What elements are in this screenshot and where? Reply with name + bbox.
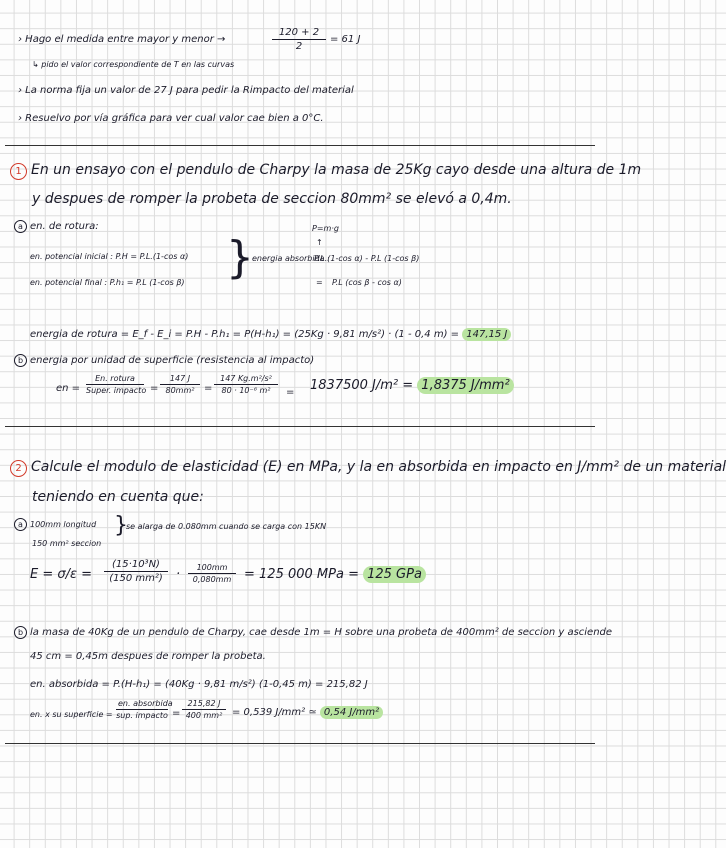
- arrow-up: ↑: [316, 238, 323, 247]
- weight-formula: P=m·g: [312, 224, 339, 233]
- rupture-energy-eq: energia de rotura = E_f - E_i = P.H - P.h₁ = P(H-h₁) = (25Kg · 9,81 m/s²) · (1 - 0,4 m) = 147,15 J: [30, 328, 511, 342]
- problem-2-line-1: 2 Calcule el modulo de elasticidad (E) en MPa, y la en absorbida en impacto en J/mm² de un material: [10, 460, 726, 477]
- part-2b-line-1: b la masa de 40Kg de un pendulo de Charpy, cae desde 1m = H sobre una probeta de 400mm² de seccion y asciende: [14, 626, 612, 640]
- absorbed-eq-1: P.L.(1-cos α) - P.L (1-cos β): [314, 254, 420, 263]
- en-label: en =: [56, 383, 81, 394]
- part-2a-length: a 100mm longitud: [14, 518, 96, 532]
- divider-1: [5, 145, 595, 146]
- modulus-fraction-1: $\frac{\text{(15·10³N)}}{\text{(150 mm²)}}$: [104, 559, 168, 584]
- part-1b-title: b energia por unidad de superficie (resistencia al impacto): [14, 354, 314, 368]
- modulus-eq: E = σ/ε =: [30, 567, 93, 582]
- divider-2: [5, 426, 595, 427]
- potential-initial: en. potencial inicial : P.H = P.L.(1-cos α): [30, 252, 189, 261]
- problem-1-line-1: 1 En un ensayo con el pendulo de Charpy la masa de 25Kg cayo desde una altura de 1m: [10, 163, 641, 180]
- modulus-highlight: 125 GPa: [363, 566, 426, 583]
- en-eq-2: =: [204, 383, 213, 394]
- surface-fraction-2: $\frac{215,82 J}{\text{400 mm²}}$: [182, 699, 226, 720]
- part-1a-title: a en. de rotura:: [14, 220, 99, 234]
- part-2a-brace: }: [114, 513, 128, 538]
- surface-highlight: 0,54 J/mm²: [320, 706, 383, 719]
- part-2a-text: se alarga de 0.080mm cuando se carga con 15KN: [126, 522, 327, 531]
- note-1-result: = 61 J: [330, 34, 361, 45]
- surface-fraction-1: en. absorbida sup. impacto: [116, 699, 173, 720]
- modulus-result: = 125 000 MPa = 125 GPa: [244, 568, 426, 582]
- note-3: › Resuelvo por vía gráfica para ver cual valor cae bien a 0°C.: [18, 113, 324, 124]
- note-1-sub: ↳ pido el valor correspondiente de T en las curvas: [32, 60, 235, 69]
- problem-1-line-2: y despues de romper la probeta de seccion 80mm² se elevó a 0,4m.: [32, 191, 512, 207]
- en-eq-3: =: [286, 387, 295, 398]
- surface-eq: =: [172, 708, 181, 719]
- en-eq-1: =: [150, 383, 159, 394]
- en-result-highlight: 1,8375 J/mm²: [417, 377, 513, 394]
- potential-final: en. potencial final : P.h₁ = P.L (1-cos β): [30, 278, 185, 287]
- rupture-energy-result: 147,15 J: [462, 328, 511, 341]
- absorbed-energy-eq: en. absorbida = P.(H-h₁) = (40Kg · 9,81 m/s²) (1-0,45 m) = 215,82 J: [30, 679, 368, 690]
- note-1: › Hago el medida entre mayor y menor →: [18, 34, 226, 45]
- note-2: › La norma fija un valor de 27 J para pedir la Rimpacto del material: [18, 85, 354, 96]
- problem-1-number: 1: [10, 163, 27, 180]
- divider-3: [5, 743, 595, 744]
- part-2a-section: 150 mm² seccion: [32, 539, 102, 548]
- absorbed-eq-2: P.L (cos β - cos α): [332, 278, 402, 287]
- modulus-fraction-2: $\frac{100mm}{0,080mm}$: [188, 563, 236, 584]
- curly-brace: }: [226, 232, 254, 283]
- modulus-dot: ·: [176, 567, 181, 582]
- en-fraction-1: En. rotura Super. impacto: [86, 374, 147, 395]
- part-2b-line-2: 45 cm = 0,45m despues de romper la probeta.: [30, 651, 266, 662]
- problem-2-number: 2: [10, 460, 27, 477]
- absorbed-label: energia absorbida :: [252, 254, 330, 263]
- en-result: 1837500 J/m² = 1,8375 J/mm²: [310, 379, 514, 393]
- en-fraction-3: $\frac{\text{147 Kg.m²/s²}}{\text{80 · 10⁻⁶ m²}}$: [214, 374, 278, 395]
- absorbed-eq-sign: =: [316, 278, 323, 287]
- surface-result: = 0,539 J/mm² ≃ 0,54 J/mm²: [232, 706, 383, 720]
- problem-2-line-2: teniendo en cuenta que:: [32, 489, 204, 505]
- note-1-fraction: $\frac{120 + 2}{2}$: [272, 27, 326, 52]
- en-fraction-2: $\frac{147 J}{\text{80mm²}}$: [160, 374, 200, 395]
- surface-energy-label: en. x su superficie =: [30, 710, 113, 719]
